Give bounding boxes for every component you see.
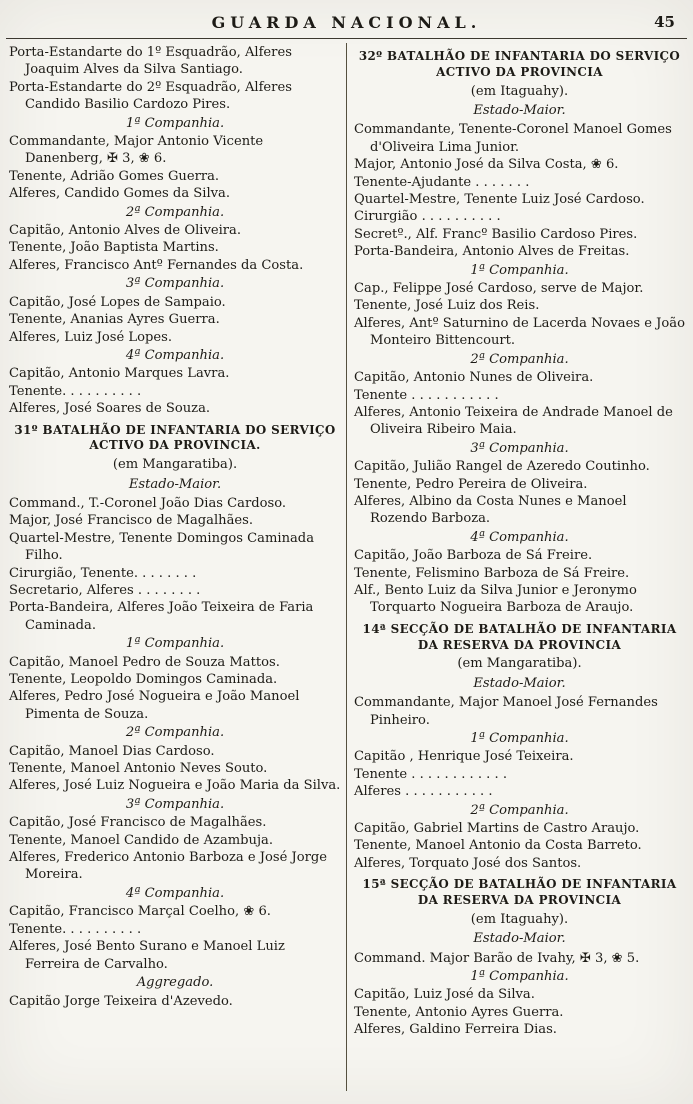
directory-entry: Capitão, Antonio Marques Lavra. [9,366,230,382]
company-heading: 4ª Companhia. [125,885,225,901]
company-heading: 2ª Companhia. [470,351,569,367]
directory-entry: Capitão, José Lopes de Sampaio. [9,294,226,310]
directory-entry: Alferes, Antonio Teixeira de Andrade Manoel de Oliveira Ribeiro Maia. [354,404,673,438]
directory-entry: Tenente, Pedro Pereira de Oliveira. [354,476,588,492]
two-column-body [0,39,693,1091]
directory-entry: Tenente . . . . . . . . . . . . [354,766,507,782]
directory-entry: Alferes, Candido Gomes da Silva. [9,186,230,202]
directory-entry: Capitão, Manoel Dias Cardoso. [9,743,215,759]
directory-entry: Capitão, Antonio Alves de Oliveira. [9,223,242,239]
directory-entry: Commandante, Major Antonio Vicente Danenberg, ✠ 3, ❀ 6. [9,134,264,167]
right-column [347,42,693,1091]
location-note: (em Mangaratiba). [457,656,582,672]
directory-entry: Tenente, Manoel Antonio da Costa Barreto. [354,838,642,854]
directory-entry: Command., T.-Coronel João Dias Cardoso. [9,495,287,511]
directory-entry: Cirurgião, Tenente. . . . . . . . [9,565,197,581]
italic-heading: Estado-Maior. [473,675,566,691]
section-heading: 15ª SECÇÃO DE BATALHÃO DE INFANTARIA DA RESERVA DA PROVINCIA [362,877,677,908]
company-heading: 2ª Companhia. [125,725,225,741]
company-heading: 2ª Companhia. [125,204,225,220]
directory-entry: Capitão, José Francisco de Magalhães. [9,815,267,831]
directory-entry: Quartel-Mestre, Tenente Luiz José Cardoso. [354,192,645,208]
company-heading: 4ª Companhia. [470,529,569,545]
directory-entry: Porta-Estandarte do 2º Esquadrão, Alferes Candido Basilio Cardozo Pires. [9,79,292,113]
directory-entry: Alferes, Francisco Antº Fernandes da Costa. [9,257,304,273]
directory-entry: Capitão, Gabriel Martins de Castro Araujo. [354,821,640,837]
directory-entry: Tenente . . . . . . . . . . . [354,387,499,403]
directory-entry: Capitão, João Barboza de Sá Freire. [354,548,593,564]
directory-entry: Alferes, Luiz José Lopes. [9,329,173,345]
company-heading: 3ª Companhia. [125,276,225,292]
company-heading: 1ª Companhia. [470,969,569,985]
directory-entry: Alferes, Pedro José Nogueira e João Manoel Pimenta de Souza. [9,689,300,722]
directory-entry: Porta-Bandeira, Antonio Alves de Freitas. [354,244,630,260]
left-column [0,42,346,1091]
italic-heading: Estado-Maior. [473,103,566,118]
running-title: GUARDA NACIONAL. [211,13,482,32]
directory-entry: Alferes, Frederico Antonio Barboza e José Jorge Moreira. [9,850,328,883]
directory-entry: Capitão Jorge Teixeira d'Azevedo. [9,994,233,1010]
directory-entry: Tenente. . . . . . . . . . [9,921,142,937]
company-heading: 3ª Companhia. [470,440,569,456]
company-heading: 4ª Companhia. [125,347,225,363]
italic-heading: Estado-Maior. [128,476,222,492]
page-number: 45 [654,13,675,31]
directory-entry: Secretº., Alf. Francº Basilio Cardoso Pires. [354,226,638,242]
directory-entry: Tenente, Antonio Ayres Guerra. [354,1004,564,1020]
location-note: (em Itaguahy). [470,911,569,927]
directory-entry: Capitão, Manoel Pedro de Souza Mattos. [9,654,280,670]
directory-entry: Tenente-Ajudante . . . . . . . [354,174,530,190]
company-heading: 1ª Companhia. [470,262,569,278]
directory-entry: Tenente. . . . . . . . . . [9,383,142,399]
directory-entry: Alf., Bento Luiz da Silva Junior e Jeronymo Torquarto Nogueira Barboza de Araujo. [354,582,637,616]
directory-entry: Tenente, Felismino Barboza de Sá Freire. [354,565,630,581]
directory-entry: Tenente, Leopoldo Domingos Caminada. [9,672,278,687]
directory-entry: Alferes, Torquato José dos Santos. [354,855,582,871]
company-heading: 1ª Companhia. [470,731,569,746]
directory-entry: Capitão, Luiz José da Silva. [354,987,535,1003]
directory-entry: Capitão , Henrique José Teixeira. [354,749,574,765]
directory-entry: Tenente, Ananias Ayres Guerra. [9,312,220,328]
company-heading: 1ª Companhia. [125,636,225,652]
location-note: (em Mangaratiba). [112,457,238,473]
company-heading: 2ª Companhia. [470,802,569,818]
directory-entry: Alferes, José Soares de Souza. [9,401,211,417]
company-heading: 1ª Companhia. [125,115,225,131]
directory-entry: Tenente, João Baptista Martins. [9,240,219,256]
directory-entry: Secretario, Alferes . . . . . . . . [9,582,201,598]
italic-heading: Estado-Maior. [473,931,566,947]
directory-entry: Tenente, Adrião Gomes Guerra. [9,168,220,184]
directory-entry: Cap., Felippe José Cardoso, serve de Major. [354,281,644,297]
directory-entry: Porta-Bandeira, Alferes João Teixeira de Faria Caminada. [9,600,314,633]
directory-entry: Alferes, Albino da Costa Nunes e Manoel Rozendo Barboza. [354,493,627,527]
directory-entry: Capitão, Francisco Marçal Coelho, ❀ 6. [9,904,271,920]
directory-entry: Quartel-Mestre, Tenente Domingos Caminada Filho. [9,530,314,564]
directory-entry: Commandante, Major Manoel José Fernandes Pinheiro. [354,695,658,728]
directory-entry: Alferes, Galdino Ferreira Dias. [354,1022,557,1038]
location-note: (em Itaguahy). [470,83,569,99]
italic-heading: Aggregado. [136,974,214,990]
directory-entry: Tenente, José Luiz dos Reis. [354,298,540,314]
directory-entry: Alferes, José Bento Surano e Manoel Luiz Ferreira de Carvalho. [9,939,285,972]
directory-entry: Alferes, José Luiz Nogueira e João Maria da Silva. [9,778,341,794]
directory-entry: Command. Major Barão de Ivahy, ✠ 3, ❀ 5. [354,950,640,966]
directory-entry: Alferes . . . . . . . . . . . [354,784,493,800]
directory-entry: Porta-Estandarte do 1º Esquadrão, Alferes Joaquim Alves da Silva Santiago. [9,45,292,78]
section-heading: 32º BATALHÃO DE INFANTARIA DO SERVIÇO ACTIVO DA PROVINCIA [358,49,681,79]
directory-entry: Alferes, Antº Saturnino de Lacerda Novaes e João Monteiro Bittencourt. [354,315,685,349]
directory-entry: Capitão, Julião Rangel de Azeredo Coutinho. [354,459,650,475]
page-header [0,0,693,35]
directory-entry: Cirurgião . . . . . . . . . . [354,209,501,225]
directory-entry: Tenente, Manoel Antonio Neves Souto. [9,761,268,777]
directory-entry: Commandante, Tenente-Coronel Manoel Gomes d'Oliveira Lima Junior. [354,122,672,155]
directory-entry: Tenente, Manoel Candido de Azambuja. [9,832,274,848]
section-heading: 14ª SECÇÃO DE BATALHÃO DE INFANTARIA DA RESERVA DA PROVINCIA [362,621,677,652]
directory-entry: Major, Antonio José da Silva Costa, ❀ 6. [354,157,619,173]
company-heading: 3ª Companhia. [125,796,225,812]
directory-entry: Major, José Francisco de Magalhães. [9,513,254,529]
directory-entry: Capitão, Antonio Nunes de Oliveira. [354,370,594,386]
section-heading: 31º BATALHÃO DE INFANTARIA DO SERVIÇO ACTIVO DA PROVINCIA. [14,422,336,453]
